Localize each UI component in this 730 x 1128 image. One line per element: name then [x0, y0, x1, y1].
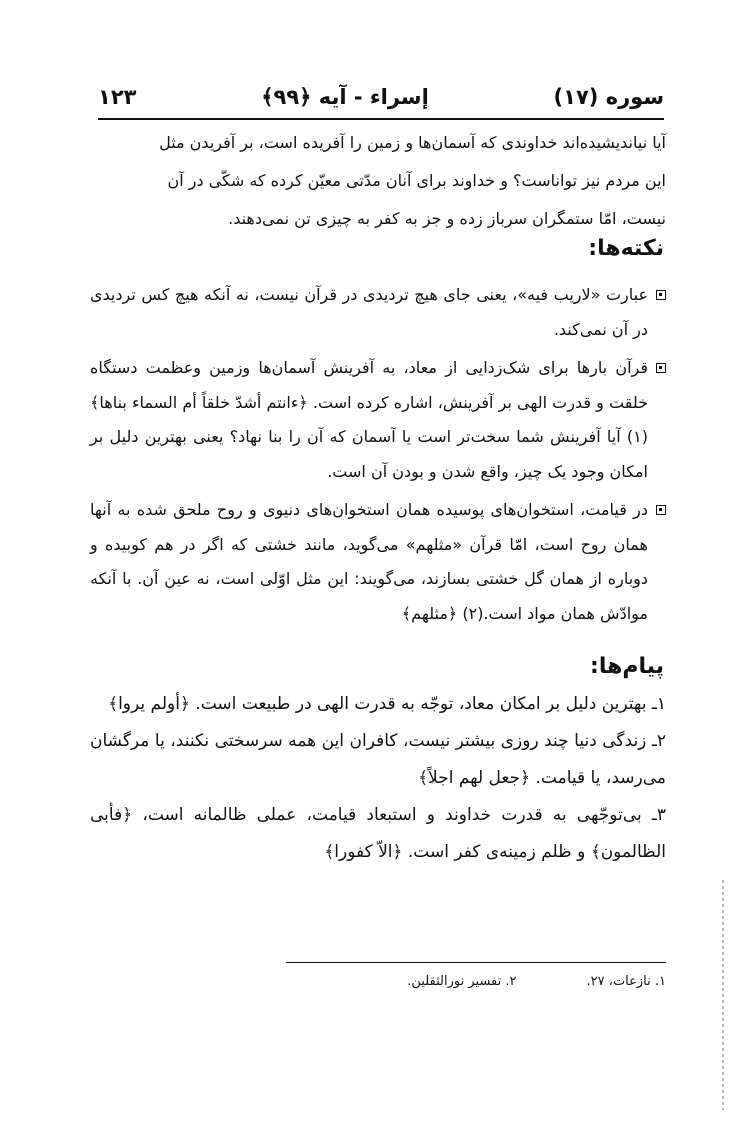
footnote: ۱. نازعات، ۲۷.: [586, 974, 666, 989]
square-bullet-icon: [656, 363, 666, 373]
page-number: ۱۲۳: [98, 85, 137, 109]
square-bullet-icon: [656, 505, 666, 515]
notes-list: [90, 278, 666, 635]
messages-list: [90, 686, 666, 871]
page-header: [98, 80, 664, 114]
message-item: ۲ـ زندگی دنیا چند روزی بیشتر نیست، کافران این همه سرسختی نکنند، یا مرگشان می‌رسد، یا قیامت. ﴿جعل لهم اجلاً﴾: [90, 731, 666, 788]
note-item: [90, 351, 666, 489]
message-item: ۱ـ بهترین دلیل بر امکان معاد، توجّه به قدرت الهی در طبیعت است. ﴿أولم یروا﴾: [108, 694, 666, 714]
message-item: ۳ـ بی‌توجّهی به قدرت خداوند و استبعاد قیامت، عملی ظالمانه است، ﴿فأبی الظالمون﴾ و ظلم زمینه‌ی کفر است. ﴿الاّ کفورا﴾: [90, 805, 666, 862]
verse-translation: [140, 124, 666, 238]
footnotes: [300, 974, 666, 989]
translation-line: این مردم نیز تواناست؟ و خداوند برای آنان مدّتی معیّن کرده که شکّی در آن: [167, 171, 666, 190]
note-text: قرآن بارها برای شک‌زدایی از معاد، به آفرینش آسمان‌ها وزمین وعظمت دستگاه خلقت و قدرت الهی بر آفرینش، اشاره کرده است. ﴿ءانتم أشدّ خلقاً أم السماء بناها﴾(۱) آیا آفرینش شما سخت‌تر است یا آسمان که آن را بنا نهاد؟ یعنی بهترین دلیل بر امکان وجود یک چیز، واقع شدن و بودن آن است.: [90, 358, 648, 481]
translation-line: نیست، امّا ستمگران سرباز زده و جز به کفر به چیزی تن نمی‌دهند.: [228, 209, 666, 228]
note-item: [90, 493, 666, 631]
footnote-divider: [286, 962, 666, 963]
surah-label: سوره (۱۷): [553, 85, 664, 109]
notes-heading: نکته‌ها:: [588, 236, 664, 261]
scan-edge-artifact: [722, 880, 724, 1110]
note-text: در قیامت، استخوان‌های پوسیده همان استخوان‌های دنیوی و روح ملحق شده به آنها همان روح است، امّا قرآن «مثلهم» می‌گوید، مانند خشتی که اگر در هم کوبیده و دوباره از همان گل خشتی بسازند، می‌گویند: این مثل اوّلی است، نه عین آن. با آنکه موادّش همان مواد است.(۲) ﴿مثلهم﴾: [90, 500, 648, 623]
messages-heading: پیام‌ها:: [590, 654, 664, 679]
note-text: عبارت «لاریب فیه»، یعنی جای هیچ تردیدی در قرآن نیست، نه آنکه هیچ کس تردیدی در آن نمی‌کند.: [90, 285, 648, 339]
square-bullet-icon: [656, 290, 666, 300]
translation-line: آیا نیاندیشیده‌اند خداوندی که آسمان‌ها و زمین را آفریده است، بر آفریدن مثل: [159, 133, 666, 152]
header-divider: [98, 118, 664, 120]
note-item: [90, 278, 666, 347]
footnote: ۲. تفسیر نورالثقلین.: [407, 974, 517, 989]
verse-label: إسراء - آیه ﴿۹۹﴾: [261, 85, 429, 109]
